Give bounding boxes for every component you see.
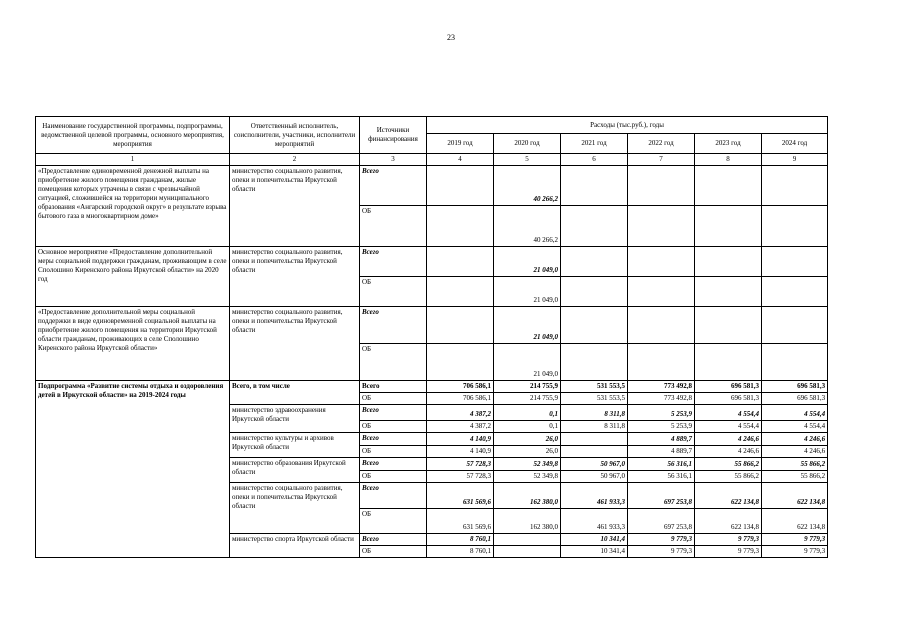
value-cell (561, 446, 628, 458)
value-cell (494, 534, 561, 546)
source-cell: ОБ (360, 546, 427, 558)
value-cell: 55 866,2 (695, 458, 762, 471)
header-year: 2022 год (628, 134, 695, 154)
value-cell: 773 492,8 (628, 381, 695, 393)
value-cell: 5 253,9 (628, 421, 695, 433)
source-cell: Всего (360, 458, 427, 471)
value-cell: 706 586,1 (427, 393, 494, 405)
value-cell: 4 246,6 (762, 446, 828, 458)
value-cell (561, 344, 628, 381)
executor-name: министерство спорта Иркутской области (230, 534, 360, 558)
source-cell: Всего (360, 166, 427, 206)
value-cell: 55 866,2 (762, 471, 828, 483)
value-cell: 4 246,6 (695, 433, 762, 446)
table-row (36, 381, 828, 393)
value-cell: 50 967,0 (561, 458, 628, 471)
value-cell: 4 387,2 (427, 405, 494, 421)
value-cell: 631 569,6 (427, 483, 494, 509)
column-number: 5 (494, 154, 561, 166)
column-number: 9 (762, 154, 828, 166)
executor-name: министерство культуры и архивов Иркутской области (230, 433, 360, 458)
value-cell: 622 134,8 (695, 483, 762, 509)
value-cell (427, 247, 494, 277)
value-cell (762, 247, 828, 277)
value-cell: 9 779,3 (762, 546, 828, 558)
source-cell: Всего (360, 483, 427, 509)
header-expenses: Расходы (тыс.руб.), годы (427, 117, 828, 134)
value-cell (427, 307, 494, 344)
value-cell (762, 307, 828, 344)
value-cell: 8 760,1 (427, 534, 494, 546)
header-year: 2020 год (494, 134, 561, 154)
value-cell: 4 554,4 (695, 421, 762, 433)
value-cell: 21 049,0 (494, 247, 561, 277)
value-cell: 50 967,0 (561, 471, 628, 483)
value-cell: 21 049,0 (494, 277, 561, 307)
value-cell: 56 316,1 (628, 458, 695, 471)
column-number: 8 (695, 154, 762, 166)
value-cell (695, 344, 762, 381)
value-cell: 52 349,8 (494, 471, 561, 483)
value-cell: 622 134,8 (762, 483, 828, 509)
column-number: 4 (427, 154, 494, 166)
value-cell (695, 206, 762, 247)
column-number: 2 (230, 154, 360, 166)
value-cell: 696 581,3 (762, 393, 828, 405)
value-cell: 696 581,3 (695, 393, 762, 405)
value-cell: 40 266,2 (494, 206, 561, 247)
executor-name: Всего, в том числе (230, 381, 360, 405)
source-cell: ОБ (360, 471, 427, 483)
value-cell: 4 246,6 (695, 446, 762, 458)
value-cell: 56 316,1 (628, 471, 695, 483)
source-cell: Всего (360, 534, 427, 546)
value-cell: 21 049,0 (494, 344, 561, 381)
value-cell: 4 140,9 (427, 446, 494, 458)
header-name: Наименование государственной программы, подпрограммы, ведомственной целевой программы, основного мероприятия, мероприятия (36, 117, 230, 154)
value-cell: 4 387,2 (427, 421, 494, 433)
value-cell: 9 779,3 (628, 546, 695, 558)
budget-table (35, 116, 828, 558)
value-cell: 4 554,4 (762, 405, 828, 421)
value-cell: 696 581,3 (762, 381, 828, 393)
value-cell: 40 266,2 (494, 166, 561, 206)
header-year: 2024 год (762, 134, 828, 154)
column-number: 6 (561, 154, 628, 166)
value-cell (628, 277, 695, 307)
value-cell (762, 344, 828, 381)
value-cell: 10 341,4 (561, 546, 628, 558)
source-cell: ОБ (360, 446, 427, 458)
header-year: 2021 год (561, 134, 628, 154)
value-cell: 4 554,4 (695, 405, 762, 421)
value-cell (427, 277, 494, 307)
source-cell: ОБ (360, 206, 427, 247)
measure-name: Основное мероприятие «Предоставление дополнительной меры социальной поддержки гражданам, проживающим в селе Сполошино Киренского района Иркутской области» на 2020 год (36, 247, 230, 307)
value-cell (427, 166, 494, 206)
source-cell: ОБ (360, 421, 427, 433)
column-number: 7 (628, 154, 695, 166)
subprogram-name: Подпрограмма «Развитие системы отдыха и оздоровления детей в Иркутской области» на 2019-2024 годы (36, 381, 230, 558)
source-cell: Всего (360, 247, 427, 277)
value-cell: 55 866,2 (762, 458, 828, 471)
value-cell: 9 779,3 (695, 546, 762, 558)
value-cell: 461 933,3 (561, 483, 628, 509)
value-cell: 622 134,8 (695, 509, 762, 534)
value-cell (628, 166, 695, 206)
value-cell: 8 311,8 (561, 421, 628, 433)
value-cell (561, 277, 628, 307)
value-cell (628, 307, 695, 344)
value-cell (762, 166, 828, 206)
value-cell: 706 586,1 (427, 381, 494, 393)
source-cell: ОБ (360, 277, 427, 307)
value-cell: 8 760,1 (427, 546, 494, 558)
value-cell (561, 433, 628, 446)
value-cell (561, 206, 628, 247)
measure-name: «Предоставление дополнительной меры социальной поддержки в виде единовременной социальной выплаты на приобретение жилого помещения на территории Иркутской области гражданам, проживающих в селе Сполошино Киренского района Иркутской области» (36, 307, 230, 381)
value-cell (561, 247, 628, 277)
header-executor: Ответственный исполнитель, соисполнители, участники, исполнители мероприятий (230, 117, 360, 154)
value-cell: 26,0 (494, 446, 561, 458)
value-cell (427, 206, 494, 247)
value-cell: 4 554,4 (762, 421, 828, 433)
value-cell: 9 779,3 (695, 534, 762, 546)
value-cell: 0,1 (494, 405, 561, 421)
value-cell (695, 247, 762, 277)
source-cell: Всего (360, 307, 427, 344)
value-cell (695, 307, 762, 344)
value-cell (494, 546, 561, 558)
value-cell: 162 380,0 (494, 483, 561, 509)
value-cell: 214 755,9 (494, 381, 561, 393)
value-cell: 8 311,8 (561, 405, 628, 421)
value-cell: 0,1 (494, 421, 561, 433)
value-cell: 162 380,0 (494, 509, 561, 534)
value-cell (427, 344, 494, 381)
value-cell: 9 779,3 (628, 534, 695, 546)
value-cell (695, 277, 762, 307)
value-cell: 697 253,8 (628, 483, 695, 509)
source-cell: Всего (360, 381, 427, 393)
header-source: Источники финансирования (360, 117, 427, 154)
executor-name: министерство социального развития, опеки и попечительства Иркутской области (230, 483, 360, 534)
value-cell (561, 166, 628, 206)
value-cell: 531 553,5 (561, 381, 628, 393)
value-cell: 696 581,3 (695, 381, 762, 393)
value-cell (762, 206, 828, 247)
value-cell (628, 247, 695, 277)
value-cell: 631 569,6 (427, 509, 494, 534)
value-cell (762, 277, 828, 307)
column-number: 3 (360, 154, 427, 166)
value-cell: 52 349,8 (494, 458, 561, 471)
source-cell: ОБ (360, 344, 427, 381)
header-year: 2023 год (695, 134, 762, 154)
column-number: 1 (36, 154, 230, 166)
value-cell: 55 866,2 (695, 471, 762, 483)
value-cell: 697 253,8 (628, 509, 695, 534)
value-cell: 57 728,3 (427, 458, 494, 471)
value-cell: 4 889,7 (628, 446, 695, 458)
value-cell: 214 755,9 (494, 393, 561, 405)
value-cell: 773 492,8 (628, 393, 695, 405)
value-cell: 21 049,0 (494, 307, 561, 344)
value-cell: 26,0 (494, 433, 561, 446)
executor-name: министерство образования Иркутской области (230, 458, 360, 483)
table-row (36, 247, 828, 277)
value-cell: 4 246,6 (762, 433, 828, 446)
table-row (36, 166, 828, 206)
executor-name: министерство здравоохранения Иркутской области (230, 405, 360, 433)
measure-name: «Предоставление единовременной денежной выплаты на приобретение жилого помещения гражданам, жилые помещения которых утрачены в связи с чрезвычайной ситуацией, сложившейся на территории муниципального образования «Ангарский городской округ» в результате взрыва бытового газа в многоквартирном доме» (36, 166, 230, 247)
value-cell: 4 889,7 (628, 433, 695, 446)
value-cell (628, 344, 695, 381)
executor-name: министерство социального развития, опеки и попечительства Иркутской области (230, 166, 360, 247)
executor-name: министерство социального развития, опеки и попечительства Иркутской области (230, 247, 360, 307)
value-cell (695, 166, 762, 206)
value-cell: 461 933,3 (561, 509, 628, 534)
value-cell: 4 140,9 (427, 433, 494, 446)
header-year: 2019 год (427, 134, 494, 154)
value-cell: 531 553,5 (561, 393, 628, 405)
page-number: 23 (447, 33, 455, 42)
value-cell: 10 341,4 (561, 534, 628, 546)
value-cell: 622 134,8 (762, 509, 828, 534)
value-cell (628, 206, 695, 247)
value-cell: 57 728,3 (427, 471, 494, 483)
source-cell: Всего (360, 405, 427, 421)
source-cell: Всего (360, 433, 427, 446)
source-cell: ОБ (360, 393, 427, 405)
table-row (36, 307, 828, 344)
value-cell: 5 253,9 (628, 405, 695, 421)
executor-name: министерство социального развития, опеки и попечительства Иркутской области (230, 307, 360, 381)
source-cell: ОБ (360, 509, 427, 534)
value-cell: 9 779,3 (762, 534, 828, 546)
value-cell (561, 307, 628, 344)
